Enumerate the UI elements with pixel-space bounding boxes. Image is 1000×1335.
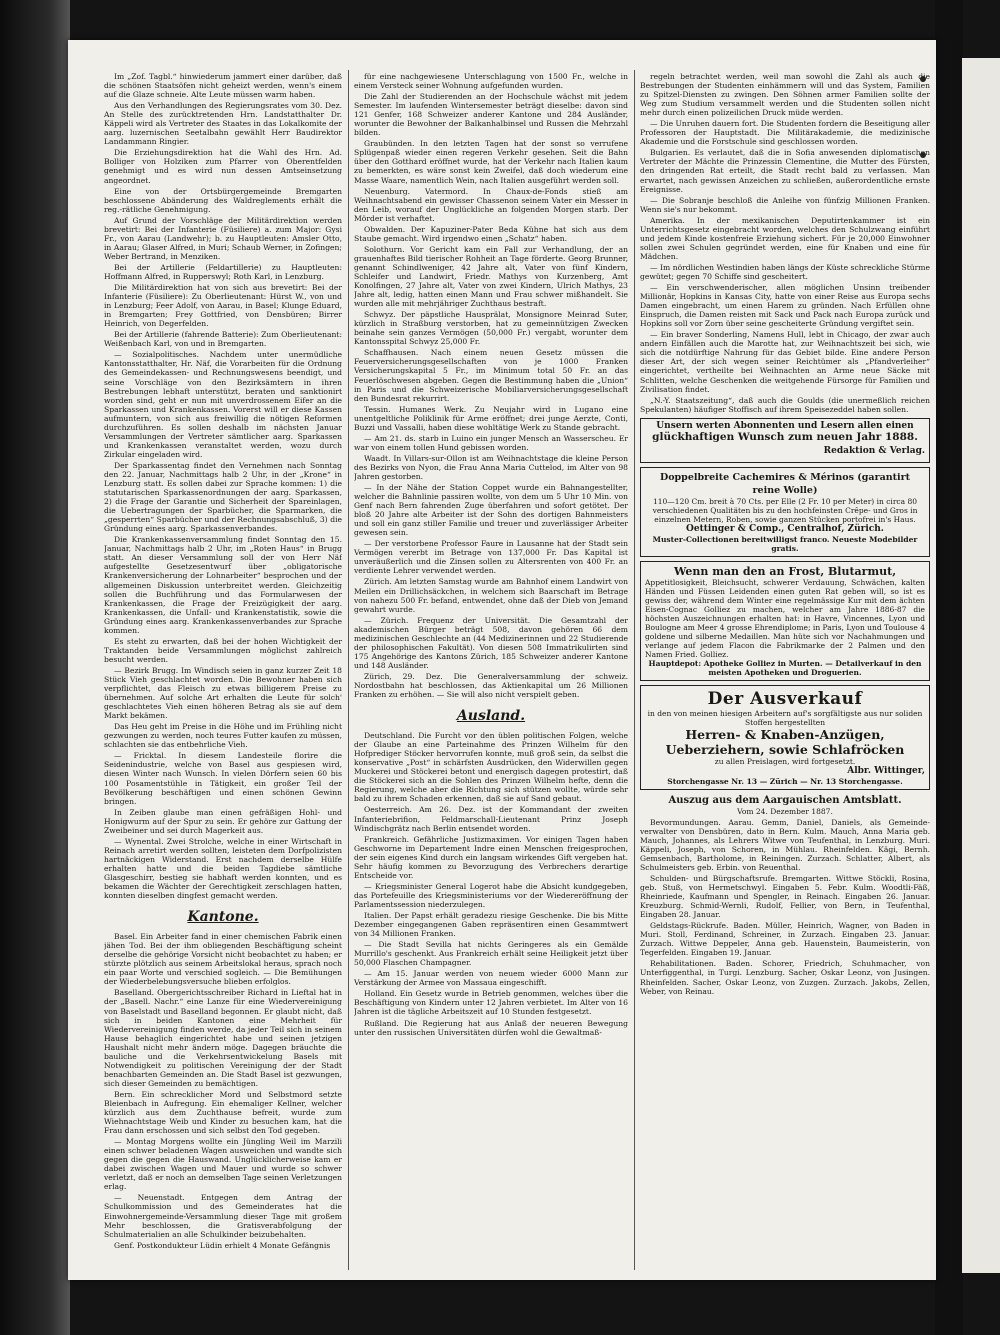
news-paragraph: Bern. Ein schrecklicher Mord und Selbstmord setzte Bleienbach in Aufregung. Ein ehemaliger Kellner, welcher kürzlich aus dem Zuchthause befreit, wurde zum Wiehnachtstage Weib und Kinder zu besuchen kam, hat die Frau dann erschossen und sich selbst den Tod gegeben. xyxy=(104,1089,342,1136)
news-paragraph: — Ein verschwenderischer, allen möglichen Unsinn treibender Millionär, Hopkins in Kansas City, hatte von einer Reise aus Europa sechs Damen eingebracht, um einen Harem zu gründen. Nach Erfüllen ohne Einspruch, die Damen reisten mit Sack und Pack nach Europa zurück und Hopkins soll vor Zorn über seine gescheiterte Gründung vergiftet sein. xyxy=(640,283,930,329)
news-paragraph: Holland. Ein Gesetz wurde in Betrieb genommen, welches über die Beschäftigung von Kindern unter 12 Jahren verbietet. Im Alter von 16 Jahren ist die tägliche Arbeitszeit auf 10 Stunden festgesetzt. xyxy=(354,989,628,1017)
amtsblatt-entry: Rehabilitationen. Baden. Schorer, Friedrich, Schuhmacher, von Unterfiggenthal, in Turgi. Lenzburg. Sacher, Oskar Leonz, von Jusingen. Rheinfelden. Sacher, Oskar Leonz, von Zuzgen. Zurzach. Jakobs, Zellen, Weber, von Reinau. xyxy=(640,959,930,996)
column-middle xyxy=(354,72,628,1268)
advert-firm: Oettinger & Comp., Centralhof, Zürich. xyxy=(686,523,884,534)
news-paragraph: Es steht zu erwarten, daß bei der hohen Wichtigkeit der Traktanden beide Versammlungen möglichst zahlreich besucht werden. xyxy=(104,636,342,664)
column-left-paragraphs xyxy=(104,72,342,900)
advert-products: Herren- & Knaben-Anzügen, Ueberziehern, sowie Schlafröcken xyxy=(665,726,905,757)
news-paragraph: Waadt. In Villars-sur-Ollon ist am Weihnachtstage die kleine Person des Bezirks von Nyon, die Frau Anna Maria Cuttelod, im Alter von 98 Jahren gestorben. xyxy=(354,453,628,481)
news-paragraph: Schwyz. Der päpstliche Hausprälat, Monsignore Meinrad Suter, kürzlich in Straßburg verstorben, hat zu gemeinnützigen Zwecken beinahe sein ganzes Vermögen (50,000 Fr.) vergabt, worunter dem Kantonsspital Schwyz 25,000 Fr. xyxy=(354,310,628,347)
greeting-signature: Redaktion & Verlag. xyxy=(823,445,925,456)
column-middle-paragraphs xyxy=(354,72,628,699)
news-paragraph: Die Militärdirektion hat von sich aus brevetirt: Bei der Infanterie (Füsiliere): Zu Oberlieutenant: Hürst W., von und in Lenzburg; Feer Adolf, von Aarau, in Basel; Klunge Eduard, in Bremgarten; Frey Gottfried, von Densbüren; Birrer Heinrich, von Degerfelden. xyxy=(104,283,342,329)
news-paragraph: — Montag Morgens wollte ein Jüngling Weil im Marzili einen schwer beladenen Wagen ausweichen und wandte sich gegen die gegen die Hauswand. Unglücklicherweise kam er dabei zwischen Wagen und Mauer und wurde so schwer verletzt, daß er noch an demselben Tage seinen Verletzungen erlag. xyxy=(104,1137,342,1192)
news-paragraph: Neuenburg. Vatermord. In Chaux-de-Fonds stieß am Weihnachtsabend ein gewisser Chassenon seinem Vater ein Messer in den Leib, worauf der Unglückliche an folgenden Morgen starb. Der Mörder ist verhaftet. xyxy=(354,186,628,223)
next-page-edge xyxy=(962,58,1000,1273)
news-paragraph: — Ein braver Sonderling, Namens Hull, lebt in Chicago, der zwar auch andern Einfällen auch die Marotte hat, zur Weihnachtszeit bei sich, wie sich die notdürftige Nahrung für das Gebiet bilde. Eine andere Person dieser Art, der sich wegen seiner Reichtümer als „Pfandverleiher“ eingerichtet, vertheilte bei Weihnachten an Arme neue Säcke mit Schlitten, welche Geschenken die weitgehende Fürsorge für Familien und Zivilisation findet. xyxy=(640,330,930,394)
section-heading-ausland: Ausland. xyxy=(456,708,526,725)
greeting-line: Unsern werten Abonnenten und Lesern allen einen xyxy=(656,420,914,431)
news-paragraph: — Fricktal. In diesem Landesteile florire die Seidenindustrie, welche von Basel aus gespiesen wird, diesen Winter nach Wunsch. In vielen Dörfern seien 60 bis 100 Posamentstühle in Tätigkeit, ein großer Teil der Bevölkerung beschäftigen und einen schönen Gewinn bringen. xyxy=(104,751,342,806)
news-paragraph: — Im nördlichen Westindien haben längs der Küste schreckliche Stürme gewütet; gegen 70 Schiffe sind gescheitert. xyxy=(640,262,930,281)
advert-title: Doppelbreite Cachemires & Mérinos (garantirt reine Wolle) xyxy=(659,471,911,496)
kantone-news xyxy=(104,932,342,1250)
advert-depot: Hauptdepot: Apotheke Golliez in Murten. — Detailverkauf in den meisten Apotheken und Droguerien. xyxy=(648,658,922,677)
advert-eisen-cognac xyxy=(640,561,930,681)
scan-shadow-left xyxy=(0,0,70,1335)
advert-body: Appetitlosigkeit, Bleichsucht, schwerer Verdauung, Schwächen, kalten Händen und Füssen Leidenden einen guten Rat geben will, so ist es gewiss der, während dem Winter eine regelmässige Kur mit dem ächten Eisen-Cognac Golliez zu machen, welcher am Jahre 1886-87 die höchsten Auszeichnungen erhalten hat: in Havre, Vincennes, Lyon und Boulogne am Meer 4 grosse Ehrendiplome; in Paris, Lyon und Toulouse 4 goldene und silberne Medaillen. Man hüte sich vor Nachahmungen und verlange auf jedem Flacon die Fabrikmarke der 2 Palmen und den Namen Fried. Golliez. xyxy=(645,577,925,659)
news-paragraph: — Der verstorbene Professor Faure in Lausanne hat der Stadt sein Vermögen vererbt im Betrage von 137,000 Fr. Das Kapital ist unveräußerlich und die Zinsen sollen zu Altersrenten von 400 Fr. an verdiente Lehrer verwendet werden. xyxy=(354,539,628,576)
news-paragraph: Die Erziehungsdirektion hat die Wahl des Hrn. Ad. Bolliger von Holziken zum Pfarrer von Oberentfelden genehmigt und es wird nun dessen Amtseinsetzung angeordnet. xyxy=(104,148,342,185)
news-paragraph: — Wynental. Zwei Strolche, welche in einer Wirtschaft in Reinach arretirt werden sollten, leisteten dem Dorfpolizisten hartnäckigen Widerstand. Erst nachdem derselbe Hülfe erhalten hatte und die beiden Tagdiebe sämtliche Glasgeschirr, bestieg sie habhaft werden konnten, und es bekamen die Wächter der Gerechtigkeit zerschlagen hatten, konnten dieselben dingfest gemacht werden. xyxy=(104,836,342,901)
news-paragraph: — Die Stadt Sevilla hat nichts Geringeres als ein Gemälde Murrillo's geschenkt. Aus Frankreich erhält seine Heiligkeit jetzt über 50,000 Flaschen Champagner. xyxy=(354,940,628,968)
news-paragraph: Auf Grund der Vorschläge der Militärdirektion werden brevetirt: Bei der Infanterie (Füsiliere) a. zum Major: Gysi Fr., von Aarau (Landwehr); b. zu Hauptleuten: Amsler Otto, in Aarau; Glaser Alfred, in Muri; Schaub Werner, in Zofingen; Weber Bertrand, in Menziken. xyxy=(104,215,342,261)
news-paragraph: Eine von der Ortsbürgergemeinde Bremgarten beschlossene Abänderung des Waldreglements erhält die reg.-rätliche Genehmigung. xyxy=(104,186,342,214)
column-left xyxy=(104,72,342,1268)
news-paragraph: — Am 21. ds. starb in Luino ein junger Mensch an Wasserscheu. Er war von einem tollen Hund gebissen worden. xyxy=(354,433,628,452)
news-paragraph: Solothurn. Vor Gericht kam ein Fall zur Verhandlung, der an grauenhaftes Bild tierischer Rohheit an Tage förderte. Georg Brunner, genannt Schindlweniger, 42 Jahre alt, Vater von fünf Kindern, Schleifer und Landwirt, Friedr. Mathys von Kurzenberg, Amt Konolfingen, 27 Jahre alt, Vater von zwei Kindern, Ulrich Mathys, 23 Jahre alt, ledig, hatten einen Mann und Frau schwer mißhandelt. Sie wurden alle mit mehrjähriger Zuchthaus bestraft. xyxy=(354,244,628,309)
column-rule xyxy=(634,70,635,1270)
news-paragraph: „N.-Y. Staatszeitung“, daß auch die Goulds (die unermeßlich reichen Spekulanten) häufiger Stoffisch auf ihrem Speisezeddel haben sollen. xyxy=(640,395,930,414)
newspaper-page xyxy=(68,40,936,1280)
news-paragraph: Das Heu geht im Preise in die Höhe und im Frühling nicht gezwungen zu werden, noch teures Futter kaufen zu müssen, schlachten sie das entbehrliche Vieh. xyxy=(104,722,342,750)
ausland-news xyxy=(354,731,628,1037)
advert-line: in den von meinen hiesigen Arbeitern auf's sorgfältigste aus nur soliden Stoffen hergestellten xyxy=(647,708,923,727)
news-paragraph: Deutschland. Die Furcht vor den üblen politischen Folgen, welche der Glaube an eine Parteinahme des Prinzen Wilhelm für den Hofprediger Stöcker hervorrufen konnte, muß groß sein, da selbst die konservative „Post“ in schärfsten Ausdrücken, den Widerwillen gegen Muckerei und Stöckerei betont und energisch dagegen protestirt, daß die Stöckerei sich an die Sohlen des Prinzen Wilhelm hefte, denn die Regierung, welche aber die Richtung sich stützen wollte, würde sehr bald zu ihrem Schaden erkennen, daß sie auf Sand gebaut. xyxy=(354,731,628,804)
news-paragraph: Bei der Artillerie (Feldartillerie) zu Hauptleuten: Hoffmann Alfred, in Rupperswyl; Roth Karl, in Lenzburg. xyxy=(104,262,342,281)
column-right-paragraphs xyxy=(640,72,930,414)
scan-gutter-right xyxy=(935,0,963,1335)
advert-body: 110—120 Cm. breit à 70 Cts. per Elle (2 Fr. 10 per Meter) in circa 80 verschiedenen Qualitäten bis zu den hochfeinsten Crêpe- und Gros in einzelnen Metern, Roben, sowie ganzen Stücken portofrei in's Haus. xyxy=(652,496,918,524)
new-year-greeting xyxy=(640,418,930,463)
news-paragraph: Graubünden. In den letzten Tagen hat der sonst so verrufene Splügenpaß wieder einen regeren Verkehr gesehen. Seit die Bahn über den Gotthard eröffnet wurde, hat der Verkehr nach Italien kaum zu bemerkten, es wäre sonst kein Zweifel, daß doch wiederum eine Masse Waare, namentlich Wein, nach Italien ausgeführt werden soll. xyxy=(354,139,628,185)
news-paragraph: — Zürich. Frequenz der Universität. Die Gesamtzahl der akademischen Bürger beträgt 508, davon gehören 66 dem medizinischen Geschlechte an (44 Medizinerinnen und 22 Studierende der philosophischen Fakultät). Von diesen 508 Immatrikulirten sind 175 Angehörige des Kantons Zürich, 185 Schweizer anderer Kantone und 148 Ausländer. xyxy=(354,615,628,670)
news-paragraph: Basel. Ein Arbeiter fand in einer chemischen Fabrik einen jähen Tod. Bei der ihm obliegenden Beschäftigung scheint derselbe die gehörige Vorsicht nicht beobachtet zu haben; er stürzte plötzlich aus seinem Arbeitslokal heraus, sprach noch ein paar Worte und verschied sogleich. — Die Bemühungen der Wiederbelebungsversuche blieben erfolglos. xyxy=(104,932,342,987)
advert-title: Der Ausverkauf xyxy=(707,688,863,709)
news-paragraph: — In der Nähe der Station Coppet wurde ein Bahnangestellter, welcher die Bahnlinie passiren wollte, von dem um 5 Uhr 10 Min. von Genf nach Bern fahrenden Zuge überfahren und sofort getötet. Der bloß 20 Jahre alte Arbeiter ist der Sohn des dortigen Bahnmeisters und soll ein ganz stiller Familie und treuer und zuverlässiger Arbeiter gewesen sein. xyxy=(354,483,628,538)
news-paragraph: Zürich. Am letzten Samstag wurde am Bahnhof einem Landwirt von Meilen ein Drillichsäckchen, in welchem sich Baarschaft im Betrage von nahezu 500 Fr. befand, entwendet, ohne daß der Dieb von Jemand gewahrt wurde. xyxy=(354,577,628,614)
amtsblatt-entry: Schulden- und Bürgschaftsrufe. Bremgarten. Wittwe Stöckli, Rosina, geb. Stuß, von Hermetschwyl. Eingaben 5. Febr. Kulm. Woodtli-Fäß, Rheinriede, Kaufmann und Spengler, in Reinach. Eingaben 26. Januar. Kreuzburg. Schmid-Wernli, Rudolf, Fellier, von Bern, in Teufenthal, Eingaben 28. Januar. xyxy=(640,874,930,920)
greeting-line: glückhaftigen Wunsch zum neuen Jahr 1888. xyxy=(652,430,918,443)
news-paragraph: Im „Zof. Tagbl.“ hinwiederum jammert einer darüber, daß die schönen Staatsöfen nicht geheizt werden, wenn's einem auf die Glaze schneie. Alte Leute müssen warm haben. xyxy=(104,72,342,100)
news-paragraph: Rußland. Die Regierung hat aus Anlaß der neueren Bewegung unter den russischen Universitäten dürfen wohl die Gewaltmaß- xyxy=(354,1018,628,1037)
amtsblatt-entry: Bevormundungen. Aarau. Gemm, Daniel, Daniels, als Gemeinde-verwalter von Densbüren, dato in Bern. Kulm. Mauch, Anna Maria geb. Mauch, Johannes, als Lehrers Witwe von Teufenthal, in Lenzburg. Muri. Käppeli, Joseph, von Schoren, in Mühlau. Rheinfelden. Kägi, Bernh. Gemsenbach, Bartholome, in Reiningen. Zurzach. Schlatter, Albert, als Schulmeisters geb. Erbin. von Reuenthal. xyxy=(640,817,930,872)
news-paragraph: Der Sparkassentag findet den Vernehmen nach Sonntag den 22. Januar, Nachmittags halb 2 Uhr, in der „Krone“ in Lenzburg statt. Es sollen dabei zur Sprache kommen: 1) die statutarischen Sparkassenordnungen der aarg. Sparkassen, 2) die Frage der Garantie und Sicherheit der Spareinlagen, die Uebertragungen der Sparbücher, die Sparmarken, die „gesperrten“ Sparbücher und der Rechnungsabschluß, 3) die Gründung eines aarg. Sparkassenverbandes. xyxy=(104,460,342,534)
news-paragraph: — Die Sobranje beschloß die Anleihe von fünfzig Millionen Franken. Wenn sie's nur bekommt. xyxy=(640,195,930,214)
news-paragraph: Italien. Der Papst erhält geradezu riesige Geschenke. Die bis Mitte Dezember eingegangenen Gaben repräsentiren einen Gesammtwert von 34 Millionen Franken. xyxy=(354,910,628,939)
news-paragraph: Tessin. Humanes Werk. Zu Neujahr wird in Lugano eine unentgeltliche Poliklinik für Arme eröffnet; drei junge Aerzte, Conti, Buzzi und Vassalli, haben diese wohltätige Werk zu Stande gebracht. xyxy=(354,404,628,432)
amtsblatt-title: Auszug aus dem Aargauischen Amtsblatt. xyxy=(668,794,902,806)
news-paragraph: — Sozialpolitisches. Nachdem unter unermüdliche Kantonsstatthalter, Hr. Näf, die Vorarbeiten für die Ordnung des Gemeindekassen- und Rechnungswesens beendigt, und seine Vorschläge von den Bezirksämtern in ihren Bestrebungen lebhaft unterstützt, beraten und sanktionirt worden sind, geht er nun mit unverdrossenem Eifer an die Sparkassen und Krankenkassen. Vorerst will er diese Kassen aufmuntern, von sich aus freiwillig die nötigen Reformen durchzuführen. Es sollen deshalb im nächsten Januar Versammlungen der Vertreter sämtlicher aarg. Sparkassen und Krankenkassen veranstaltet werden, wozu durch Zirkular eingeladen wird. xyxy=(104,350,342,459)
advert-cachemires xyxy=(640,467,930,557)
section-heading-kantone: Kantone. xyxy=(187,909,259,926)
amtsblatt-entry: Geldstags-Rückrufe. Baden. Müller, Heinrich, Wagner, von Baden in Muri. Stoll, Ferdinand, Schreiner, in Zurzach. Eingaben 23. Januar. Zurzach. Wittwe Deppeler, Anna geb. Hauenstein, Baumeisterin, von Tegerfelden. Eingaben 19. Januar. xyxy=(640,921,930,958)
news-paragraph: für eine nachgewiesene Unterschlagung von 1500 Fr., welche in einem Versteck seiner Wohnung aufgefunden wurden. xyxy=(354,72,628,91)
news-paragraph: Amerika. In der mexikanischen Deputirtenkammer ist ein Unterrichtsgesetz eingebracht worden, welches den Schulzwang einführt und jedem Kinde kostenfreie Erziehung sichert. Für je 20,000 Einwohner sollen zwei Schulen gegründet werden, eine für Knaben und eine für Mädchen. xyxy=(640,215,930,261)
amtsblatt-date: Vom 24. Dezember 1887. xyxy=(737,806,833,816)
column-rule xyxy=(348,70,349,1270)
news-paragraph: Genf. Postkondukteur Lüdin erhielt 4 Monate Gefängnis xyxy=(114,1240,331,1250)
news-paragraph: — Kriegsminister General Logerot habe die Absicht kundgegeben, das Portefeuille des Kriegsministeriums vor der Wiedereröffnung der Parlamentssession niederzulegen. xyxy=(354,881,628,909)
news-paragraph: — Am 15. Januar werden von neuem wieder 6000 Mann zur Verstärkung der Armee von Massaua eingeschifft. xyxy=(354,969,628,988)
news-paragraph: — Neuenstadt. Entgegen dem Antrag der Schulkommission und des Gemeinderates hat die Einwohnergemeinde-Versammlung dieser Tage mit großem Mehr beschlossen, die Gratisverabfolgung der Schulmaterialien an alle Schulkinder beizubehalten. xyxy=(104,1193,342,1239)
news-paragraph: In Zeiben glaube man einen gefräßigen Hohl- und Honigwurm auf der Spur zu sein. Er gehöre zur Gattung der Zweibeiner und sei durch Magerkeit aus. xyxy=(104,807,342,835)
news-paragraph: Baselland. Obergerichtsschreiber Richard in Lieftal hat in der „Basell. Nachr.“ eine Lanze für eine Wiedervereinigung von Baselstadt und Baselland begonnen. Er glaubt nicht, daß sich in beiden Kantonen eine Mehrheit für Wiedervereinigung finden werde, da jeder Teil sich in seinem Hause behaglich eingerichtet habe und seinen jetzigen Haushalt nicht mehr ändern möge. Dagegen bräuchte die bauliche und die Verkehrsentwickelung Basels mit Notwendigkeit zu politischen Vereinigung der der Stadt benachbarten Gemeinden an. Die Stadt Basel ist gezwungen, sich dieser Gemeinden zu bemächtigen. xyxy=(104,988,342,1088)
column-right xyxy=(640,72,930,1268)
news-paragraph: Bei der Artillerie (fahrende Batterie): Zum Oberlieutenant: Weißenbach Karl, von und in Bremgarten. xyxy=(104,330,342,349)
advert-note: zu allen Preislagen, wird fortgesetzt. xyxy=(714,756,856,766)
news-paragraph: Bulgarien. Es verlautet, daß die in Sofia anwesenden diplomatischen Vertreter der Mächte die Prinzessin Clementine, die Mutter des Fürsten, den dringenden Rat erteilt, die Stadt recht bald zu verlassen. Man erwartet, nach gewissen Anzeichen zu schließen, außerordentliche ernste Ereignisse. xyxy=(640,148,930,194)
news-paragraph: — Bezirk Brugg. Im Windisch seien in ganz kurzer Zeit 18 Stück Vieh geschlachtet worden. Die Bewohner haben sich verpflichtet, das Fleisch zu etwas billigerem Preise zu übernehmen. Auf solche Art erhalten die Leute für solch' geschlachtetes Vieh einen höheren Betrag als sie auf dem Markt bekämen. xyxy=(104,665,342,721)
news-paragraph: Die Krankenkassenversammlung findet Sonntag den 15. Januar, Nachmittags halb 2 Uhr, im „Roten Haus“ in Brugg statt. An dieser Versammlung soll der von Herr Näf aufgestellte Gesetzesentwurf über „obligatorische Krankenversicherung der Lohnarbeiter“ besprochen und der allgemeinen Diskussion unterbreitet werden. Gleichzeitig sollen die Buchführung und das Formularwesen der Krankenkassen, die Frage der Freizügigkeit der aarg. Krankenkassen, die Unfall- und Krankenstatistik, sowie die Gründung eines aarg. Krankenkassenverbandes zur Sprache kommen. xyxy=(104,535,342,635)
advert-note: Muster-Collectionen bereitwilligst franco. Neueste Modebilder gratis. xyxy=(652,534,918,553)
news-paragraph: Frankreich. Gefährliche Justizmaximen. Vor einigen Tagen haben Geschworne im Departement Indre einen Menschen freigesprochen, der sein eigenes Kind durch ein langsam wirkendes Gift vergeben hat. Sehr häufig kommen zu Bevorzugung des Verbrechers derartige Entscheide vor. xyxy=(354,834,628,880)
advert-title: Wenn man den an Frost, Blutarmut, xyxy=(673,564,897,578)
advert-ausverkauf xyxy=(640,685,930,790)
news-paragraph: Zürich, 29. Dez. Die Generalversammlung der schweiz. Nordostbahn hat beschlossen, das Aktienkapital um 26 Millionen Franken zu erhöhen. — Sie will also nicht verspielt geben. xyxy=(354,671,628,700)
news-paragraph: regeln betrachtet werden, weil man sowohl die Zahl als auch die Bestrebungen der Studenten einhämmern will und das System, Familien zu Spitzel-Diensten zu zwingen. Den Söhnen armer Familien sollte der Weg zum Studium versammelt werden und die Studenten sollen nicht mehr durch einen polizeilichen Druck müde werden. xyxy=(640,72,930,118)
news-paragraph: Obwalden. Der Kapuziner-Pater Beda Kühne hat sich aus dem Staube gemacht. Wird irgendwo einen „Schatz“ haben. xyxy=(354,224,628,243)
advert-firm: Albr. Wittinger, xyxy=(847,765,925,776)
amtsblatt-entries xyxy=(640,818,930,996)
news-paragraph: Schaffhausen. Nach einem neuen Gesetz müssen die Feuerversicherungsgesellschaften von je 1000 Franken Versicherungskapital 5 Fr., im Minimum total 50 Fr. an das Feuerlöschwesen abgeben. Gegen die Bestimmung haben die „Union“ in Paris und die Schweizerische Mobiliarversicherungsgesellschaft den Bundesrat rekurrirt. xyxy=(354,348,628,403)
advert-address: Storchengasse Nr. 13 — Zürich — Nr. 13 Storchengasse. xyxy=(667,776,903,786)
news-paragraph: — Die Unruhen dauern fort. Die Studenten fordern die Beseitigung aller Professoren der Hauptstadt. Die Militärakademie, die medizinische Akademie und die Forstschule sind geschlossen worden. xyxy=(640,119,930,147)
news-paragraph: Die Zahl der Studierenden an der Hochschule wächst mit jedem Semester. Im laufenden Wintersemester beträgt dieselbe: davon sind 121 Genfer, 168 Schweizer anderer Kantone und 284 Ausländer, worunter die Bewohner der Balkanhalbinsel und Russen die Mehrzahl bilden. xyxy=(354,92,628,138)
news-paragraph: Aus den Verhandlungen des Regierungsrates vom 30. Dez. An Stelle des zurücktretenden Hrn. Landstatthalter Dr. Käppeli wird als Vertreter des Staates in das Lokalkomite der aarg. luzernischen Seetalbahn gewählt Herr Baudirektor Landammann Ringier. xyxy=(104,101,342,147)
news-paragraph: Oesterreich. Am 26. Dez. ist der Kommandant der zweiten Infanteriebrifion, Feldmarschall-Lieutenant Prinz Joseph Windischgrätz nach Berlin entsendet worden. xyxy=(354,805,628,833)
